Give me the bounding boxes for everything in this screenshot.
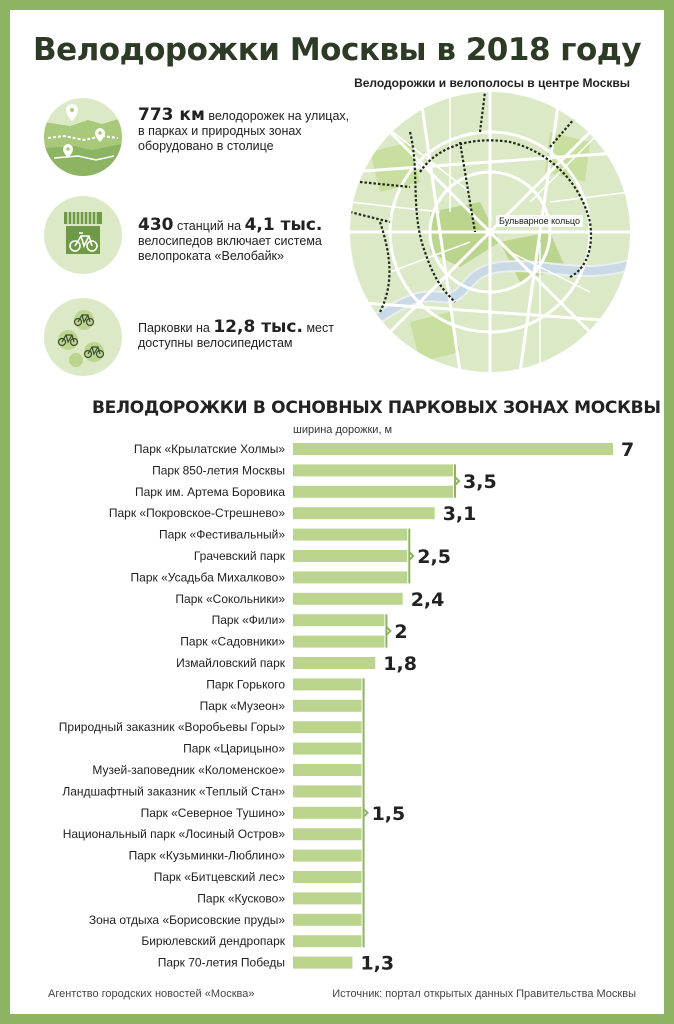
- value-label: 1,3: [360, 952, 395, 975]
- bar: [293, 529, 407, 541]
- bar: [293, 764, 362, 776]
- bar: [293, 593, 403, 605]
- category-label: Парк «Музеон»: [199, 698, 285, 713]
- fact-stations-mid: станций на: [173, 219, 245, 233]
- footer-agency: Агентство городских новостей «Москва»: [48, 988, 255, 1000]
- fact-parking-value: 12,8 тыс.: [213, 317, 303, 337]
- bar: [293, 657, 375, 669]
- bar: [293, 957, 352, 969]
- category-label: Парк «Фестивальный»: [158, 527, 285, 542]
- chart-axis-label: ширина дорожки, м: [293, 424, 393, 436]
- bar: [293, 935, 362, 947]
- category-label: Парк 850-летия Москвы: [152, 463, 285, 478]
- group-bracket: [409, 529, 413, 584]
- value-label: 3,5: [463, 471, 497, 494]
- category-label: Парк им. Артема Боровика: [134, 484, 285, 499]
- bar: [293, 700, 362, 712]
- bar: [293, 464, 453, 476]
- category-label: Парк Горького: [206, 677, 285, 692]
- map-label-boulevard-ring: Бульварное кольцо: [496, 215, 583, 227]
- fact-stations-text: велосипедов включает система велопроката «Велобайк»: [138, 234, 322, 263]
- bike-path-width-chart: [10, 10, 664, 1014]
- category-label: Парк «Сокольники»: [175, 591, 285, 606]
- bar: [293, 550, 407, 562]
- bar: [293, 871, 362, 883]
- category-label: Парк «Фили»: [211, 613, 285, 628]
- category-label: Парк «Усадьба Михалково»: [130, 570, 285, 585]
- chart-title: ВЕЛОДОРОЖКИ В ОСНОВНЫХ ПАРКОВЫХ ЗОНАХ МОСКВЫ: [92, 398, 661, 418]
- bar: [293, 636, 384, 648]
- value-label: 2: [394, 620, 408, 643]
- fact-roads-value: 773 км: [138, 105, 205, 125]
- bar: [293, 828, 362, 840]
- value-label: 1,5: [371, 802, 406, 825]
- fact-roads-text: велодорожек на улицах, в парках и природных зонах оборудовано в столице: [138, 109, 350, 153]
- footer-source: Источник: портал открытых данных Правительства Москвы: [332, 988, 636, 1000]
- page-title: Велодорожки Москвы в 2018 году: [32, 32, 642, 68]
- category-label: Музей-заповедник «Коломенское»: [92, 763, 285, 777]
- bar: [293, 571, 407, 583]
- bar: [293, 486, 453, 498]
- bar: [293, 807, 362, 819]
- fact-bikes-value: 4,1 тыс.: [244, 215, 323, 235]
- category-label: Грачевский парк: [193, 549, 285, 563]
- value-label: 7: [621, 439, 635, 461]
- category-label: Парк «Крылатские Холмы»: [133, 442, 285, 456]
- category-label: Национальный парк «Лосиный Остров»: [62, 827, 285, 842]
- category-label: Парк «Кусково»: [197, 891, 285, 906]
- value-label: 3,1: [442, 503, 477, 526]
- value-label: 2,5: [417, 546, 451, 568]
- fact-stations-value: 430: [138, 215, 174, 235]
- category-label: Измайловский парк: [176, 656, 285, 670]
- fact-parking-text: мест доступны велосипедистам: [138, 321, 334, 350]
- group-bracket: [364, 678, 368, 947]
- value-label: 1,8: [383, 653, 417, 675]
- bar: [293, 721, 362, 733]
- bar: [293, 785, 362, 797]
- bar: [293, 507, 435, 519]
- bar: [293, 614, 384, 626]
- bar: [293, 892, 362, 904]
- bar: [293, 443, 613, 455]
- value-label: 2,4: [410, 588, 445, 611]
- category-label: Парк «Садовники»: [180, 634, 285, 649]
- infographic-frame: [10, 10, 664, 1014]
- category-label: Ландшафтный заказник «Теплый Стан»: [62, 784, 285, 799]
- fact-parking-pre: Парковки на: [138, 321, 214, 335]
- category-label: Парк «Битцевский лес»: [153, 870, 285, 884]
- category-label: Парк «Кузьминки-Люблино»: [128, 848, 285, 863]
- bar: [293, 914, 362, 926]
- bar: [293, 743, 362, 755]
- category-label: Зона отдыха «Борисовские пруды»: [88, 912, 285, 927]
- category-label: Бирюлевский дендропарк: [141, 934, 285, 949]
- group-bracket: [386, 614, 390, 647]
- bar: [293, 850, 362, 862]
- category-label: Парк 70-летия Победы: [157, 955, 285, 970]
- map-caption: Велодорожки и велополосы в центре Москвы: [354, 76, 630, 90]
- category-label: Парк «Северное Тушино»: [140, 805, 285, 820]
- category-label: Природный заказник «Воробьевы Горы»: [58, 720, 285, 735]
- category-label: Парк «Царицыно»: [183, 741, 285, 756]
- group-bracket: [455, 464, 459, 497]
- category-label: Парк «Покровское-Стрешнево»: [108, 506, 285, 521]
- bar: [293, 678, 362, 690]
